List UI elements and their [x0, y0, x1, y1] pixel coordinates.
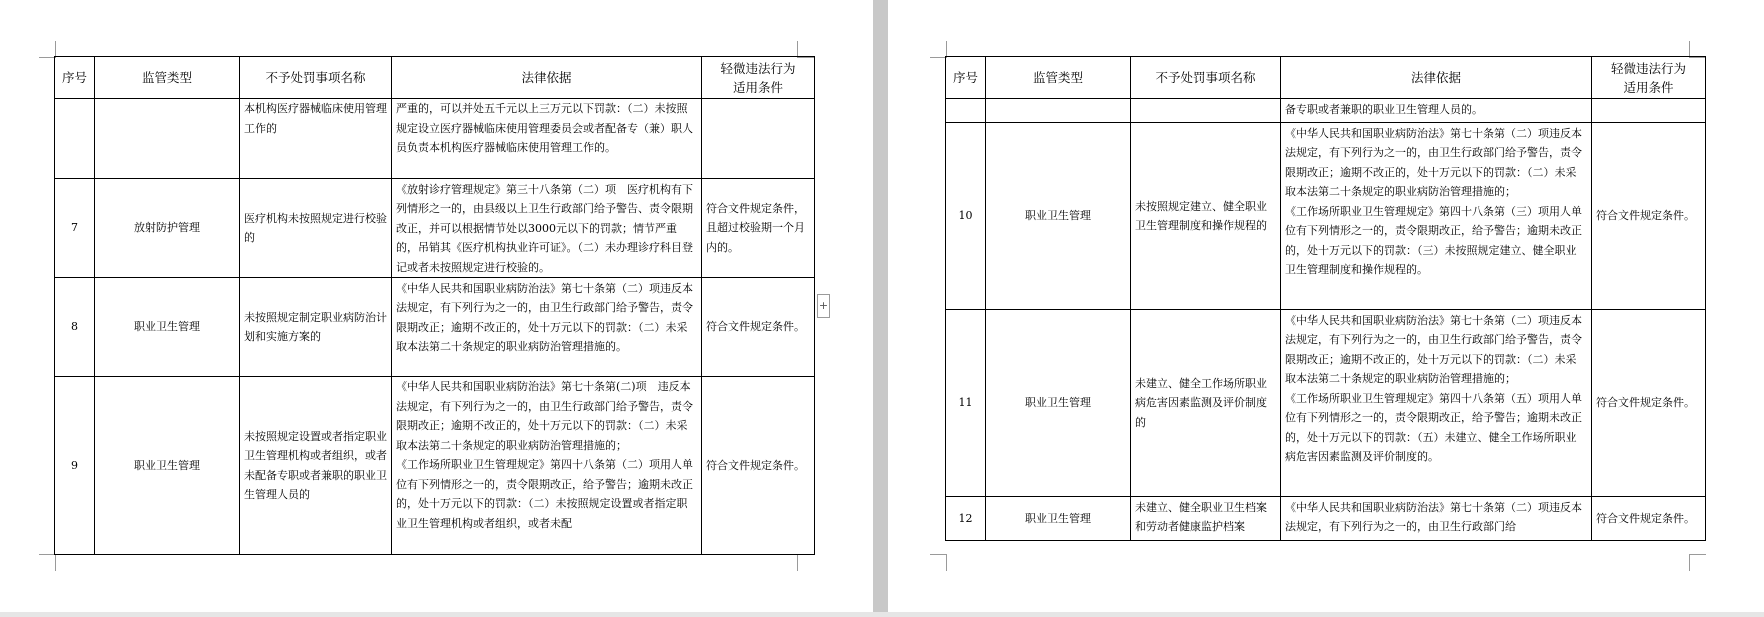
row-condition: 符合文件规定条件。	[1592, 310, 1706, 497]
header-seq: 序号	[946, 57, 986, 99]
row-condition: 符合文件规定条件，且超过校验期一个月内的。	[702, 179, 815, 278]
header-category: 监管类型	[986, 57, 1131, 99]
row-law	[1281, 99, 1592, 123]
row-category	[986, 99, 1131, 123]
table-add-column-handle[interactable]: +	[817, 294, 830, 318]
row-seq: 12	[946, 497, 986, 541]
row-seq: 11	[946, 310, 986, 497]
header-condition	[702, 57, 815, 99]
row-item: 未按照规定制定职业病防治计划和实施方案的	[240, 278, 392, 377]
row-category: 职业卫生管理	[95, 377, 240, 555]
row-law	[1281, 497, 1592, 541]
row-law	[1281, 123, 1592, 310]
table-row	[55, 179, 815, 278]
row-law	[392, 278, 702, 377]
page-gutter	[873, 0, 888, 617]
row-item: 未建立、健全工作场所职业病危害因素监测及评价制度的	[1131, 310, 1281, 497]
row-law	[1281, 310, 1592, 497]
header-condition	[1592, 57, 1706, 99]
row-law	[392, 377, 702, 555]
header-law: 法律依据	[1281, 57, 1592, 99]
header-condition-line2: 适用条件	[732, 79, 783, 95]
row-condition	[1592, 99, 1706, 123]
header-law: 法律依据	[392, 57, 702, 99]
table-header-row	[946, 57, 1706, 99]
table-row	[946, 123, 1706, 310]
document-page-left	[0, 0, 873, 617]
row-condition: 符合文件规定条件。	[1592, 123, 1706, 310]
crop-mark	[39, 554, 56, 571]
row-condition: 符合文件规定条件。	[1592, 497, 1706, 541]
row-condition: 符合文件规定条件。	[702, 377, 815, 555]
row-seq: 10	[946, 123, 986, 310]
row-seq	[55, 99, 95, 179]
law-paragraph: 严重的，可以并处五千元以上三万元以下罚款：（二）未按照规定设立医疗器械临床使用管理委员会或者配备专（兼）职人员负责本机构医疗器械临床使用管理工作的。	[396, 102, 693, 154]
row-condition	[702, 99, 815, 179]
crop-mark	[930, 554, 947, 571]
row-seq: 9	[55, 377, 95, 555]
bottom-scroll-area	[0, 612, 1764, 617]
row-category: 职业卫生管理	[95, 278, 240, 377]
row-category	[95, 99, 240, 179]
row-condition: 符合文件规定条件。	[702, 278, 815, 377]
law-paragraph: 《中华人民共和国职业病防治法》第七十条第(二)项 违反本法规定，有下列行为之一的，由卫生行政部门给予警告，责令限期改正；逾期不改正的，处十万元以下的罚款：（二）未采取本法第二十条规定的职业病防治管理措施的；	[396, 380, 693, 452]
law-paragraph: 《中华人民共和国职业病防治法》第七十条第（二）项违反本法规定，有下列行为之一的，由卫生行政部门给予警告，责令限期改正；逾期不改正的，处十万元以下的罚款：（二）未采取本法第二十条规定的职业病防治管理措施的；	[1285, 313, 1582, 385]
row-seq: 7	[55, 179, 95, 278]
row-item: 未按照规定设置或者指定职业卫生管理机构或者组织，或者未配备专职或者兼职的职业卫生管理人员的	[240, 377, 392, 555]
header-condition-line1: 轻微违法行为	[1610, 60, 1686, 76]
table-header-row	[55, 57, 815, 99]
row-category: 放射防护管理	[95, 179, 240, 278]
row-category: 职业卫生管理	[986, 497, 1131, 541]
row-seq: 8	[55, 278, 95, 377]
header-condition-line1: 轻微违法行为	[720, 60, 796, 76]
row-item: 医疗机构未按照规定进行校验的	[240, 179, 392, 278]
table-row	[55, 377, 815, 555]
document-page-right	[888, 0, 1764, 617]
row-item	[1131, 99, 1281, 123]
header-item: 不予处罚事项名称	[240, 57, 392, 99]
law-paragraph: 《中华人民共和国职业病防治法》第七十条第（二）项违反本法规定，有下列行为之一的，由卫生行政部门给予警告，责令限期改正；逾期不改正的，处十万元以下的罚款：（二）未采取本法第二十条规定的职业病防治管理措施的；	[1285, 126, 1582, 198]
row-category: 职业卫生管理	[986, 123, 1131, 310]
law-paragraph: 《中华人民共和国职业病防治法》第七十条第（二）项违反本法规定，有下列行为之一的，由卫生行政部门给	[1285, 500, 1582, 533]
crop-mark	[1689, 554, 1706, 571]
law-paragraph: 《放射诊疗管理规定》第三十八条第（二）项 医疗机构有下列情形之一的，由县级以上卫生行政部门给予警告、责令限期改正，并可以根据情节处以3000元以下的罚款；情节严重的，吊销其《医疗机构执业许可证》。（二）未办理诊疗科目登记或者未按照规定进行校验的。	[396, 182, 693, 274]
header-category: 监管类型	[95, 57, 240, 99]
row-item: 本机构医疗器械临床使用管理工作的	[240, 99, 392, 179]
row-item-text: 未建立、健全职业卫生档案和劳动者健康监护档案	[1135, 500, 1267, 533]
crop-mark	[797, 554, 814, 571]
penalty-table-left	[54, 56, 815, 555]
law-paragraph: 《工作场所职业卫生管理规定》第四十八条第（二）项用人单位有下列情形之一的，责令限期改正，给予警告；逾期未改正的，处十万元以下的罚款：（二）未按照规定设置或者指定职业卫生管理机构或者组织，或者未配	[396, 458, 693, 530]
penalty-table-right	[945, 56, 1706, 541]
row-item: 未按照规定建立、健全职业卫生管理制度和操作规程的	[1131, 123, 1281, 310]
law-paragraph: 《工作场所职业卫生管理规定》第四十八条第（五）项用人单位有下列情形之一的，责令限期改正，给予警告；逾期未改正的，处十万元以下的罚款：（五）未建立、健全工作场所职业病危害因素监测及评价制度的。	[1285, 391, 1582, 463]
row-seq	[946, 99, 986, 123]
header-seq: 序号	[55, 57, 95, 99]
header-item: 不予处罚事项名称	[1131, 57, 1281, 99]
header-condition-line2: 适用条件	[1623, 79, 1674, 95]
law-paragraph: 备专职或者兼职的职业卫生管理人员的。	[1285, 102, 1483, 116]
row-category: 职业卫生管理	[986, 310, 1131, 497]
table-row	[946, 310, 1706, 497]
table-row	[946, 497, 1706, 541]
table-row	[55, 278, 815, 377]
law-paragraph: 《中华人民共和国职业病防治法》第七十条第（二）项违反本法规定，有下列行为之一的，由卫生行政部门给予警告，责令限期改正；逾期不改正的，处十万元以下的罚款：（二）未采取本法第二十条规定的职业病防治管理措施的。	[396, 281, 693, 353]
row-law	[392, 99, 702, 179]
table-row	[946, 99, 1706, 123]
row-item	[1131, 497, 1281, 541]
law-paragraph: 《工作场所职业卫生管理规定》第四十八条第（三）项用人单位有下列情形之一的，责令限期改正，给予警告；逾期未改正的，处十万元以下的罚款：（三）未按照规定建立、健全职业卫生管理制度和操作规程的。	[1285, 204, 1582, 276]
table-row	[55, 99, 815, 179]
row-law	[392, 179, 702, 278]
